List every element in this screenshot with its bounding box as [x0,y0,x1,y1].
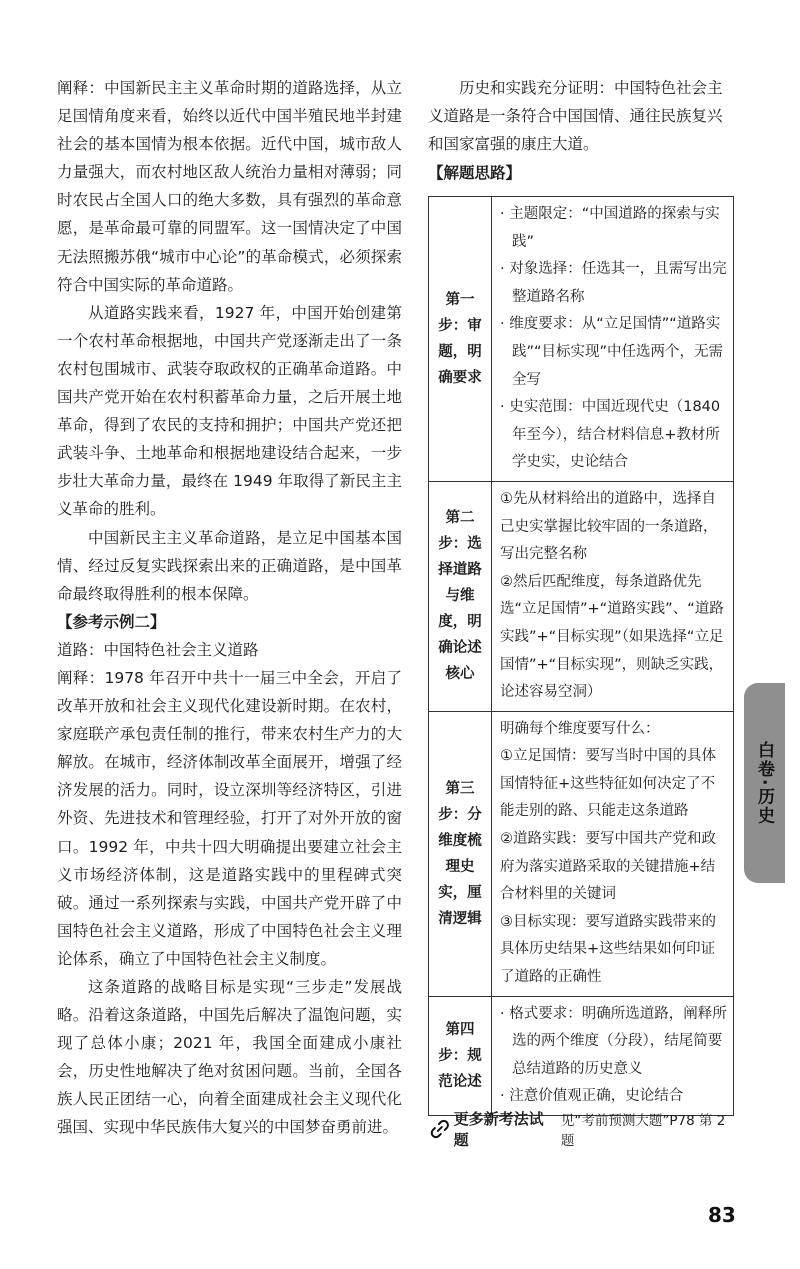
left-paragraph-5: 阐释：1978 年召开中共十一届三中全会，开启了改革开放和社会主义现代化建设新时期。在农村，家庭联产承包责任制的推行，带来农村生产力的大解放。在城市，经济体制改革全面展开，增强了经济发展的活力。同时，设立深圳等经济特区，引进外资、先进技术和管理经验，打开了对外开放的窗口。1992 年，中共十四大明确提出要建立社会主义市场经济体制，这是道路实践中的里程碑式突破。通过一系列探索与实践，中国共产党开辟了中国特色社会主义道路，形成了中国特色社会主义理论体系，确立了中国特色社会主义制度。 [57,668,402,968]
solution-steps-table [428,196,734,1116]
step-content [492,996,734,1115]
step-item: · 格式要求：明确所选道路，阐释所选的两个维度（分段），结尾简要总结道路的历史意义 [500,1005,727,1077]
step-content [492,481,734,711]
step-row [429,711,734,996]
more-questions-link [430,1108,740,1150]
more-questions-note: 见“考前预测大题”P78 第 2 题 [560,1113,726,1149]
step-item: ②道路实践：要写中国共产党和政府为落实道路采取的关键措施+结合材料里的关键词 [500,831,716,903]
step-item: · 注意价值观正确，史论结合 [500,1088,684,1105]
step-content [492,711,734,996]
step-row [429,481,734,711]
solution-approach-heading: 【解题思路】 [428,164,522,183]
step-label: 第一步：审题，明确要求 [429,197,492,482]
step-row [429,996,734,1115]
more-questions-title: 更多新考法试题 [453,1110,544,1149]
step-item: ②然后匹配维度，每条道路优先选“立足国情”+“道路实践”、“道路实践”+“目标实现”（如果选择“立足国情”+“目标实现”，则缺乏实践，论述容易空洞） [500,573,724,701]
step-label: 第二步：选择道路与维度，明确论述核心 [429,481,492,711]
right-paragraph-1: 历史和实践充分证明：中国特色社会主义道路是一条符合中国国情、通往民族复兴和国家富强的康庄大道。 [428,79,723,154]
left-paragraph-1: 阐释：中国新民主主义革命时期的道路选择，从立足国情角度来看，始终以近代中国半殖民地半封建社会的基本国情为根本依据。近代中国，城市敌人力量强大，而农村地区敌人统治力量相对薄弱；同时农民占全国人口的绝大多数，具有强烈的革命意愿，是革命最可靠的同盟军。这一国情决定了中国无法照搬苏俄“城市中心论”的革命模式，必须探索符合中国实际的革命道路。 [57,79,402,294]
left-paragraph-6: 这条道路的战略目标是实现“三步走”发展战略。沿着这条道路，中国先后解决了温饱问题，实现了总体小康；2021 年，我国全面建成小康社会，历史性地解决了绝对贫困问题。当前，全国各族人民正团结一心，向着全面建成社会主义现代化强国、实现中华民族伟大复兴的中国梦奋勇前进。 [57,978,402,1137]
section-tab: 白卷·历史 [744,683,785,883]
step-item: · 维度要求：从“立足国情”“道路实践”“目标实现”中任选两个，无需全写 [500,316,724,388]
link-icon [430,1119,450,1139]
step-item: · 主题限定：“中国道路的探索与实践” [500,206,720,250]
left-paragraph-2: 从道路实践来看，1927 年，中国开始创建第一个农村革命根据地，中国共产党逐渐走出了一条农村包围城市、武装夺取政权的正确革命道路。中国共产党开始在农村积蓄革命力量，之后开展土地革命，得到了农民的支持和拥护；中国共产党还把武装斗争、土地革命和根据地建设结合起来，一步步壮大革命力量，最终在 1949 年取得了新民主主义革命的胜利。 [57,303,402,519]
page-number: 83 [708,1203,736,1227]
step-label: 第四步：规范论述 [429,996,492,1115]
step-label: 第三步：分维度梳理史实，厘清逻辑 [429,711,492,996]
step-item: ③目标实现：要写道路实践带来的具体历史结果+这些结果如何印证了道路的正确性 [500,913,716,986]
step-item: 明确每个维度要写什么： [500,720,660,737]
step-item: · 史实范围：中国近现代史（1840 年至今），结合材料信息+教材所学史实，史论结合 [500,399,721,471]
step-item: ①先从材料给出的道路中，选择自己史实掌握比较牢固的一条道路，写出完整名称 [500,490,718,563]
step-item: ①立足国情：要写当时中国的具体国情特征+这些特征如何决定了不能走别的路、只能走这条道路 [500,748,716,820]
right-column [428,74,734,187]
road-name-line: 道路：中国特色社会主义道路 [57,640,259,659]
left-column [57,74,402,1142]
step-row [429,197,734,482]
reference-example-heading: 【参考示例二】 [57,612,166,631]
left-paragraph-3: 中国新民主主义革命道路，是立足中国基本国情、经过反复实践探索出来的正确道路，是中国革命最终取得胜利的根本保障。 [57,528,402,603]
step-item: · 对象选择：任选其一，且需写出完整道路名称 [500,261,727,305]
step-content [492,197,734,482]
